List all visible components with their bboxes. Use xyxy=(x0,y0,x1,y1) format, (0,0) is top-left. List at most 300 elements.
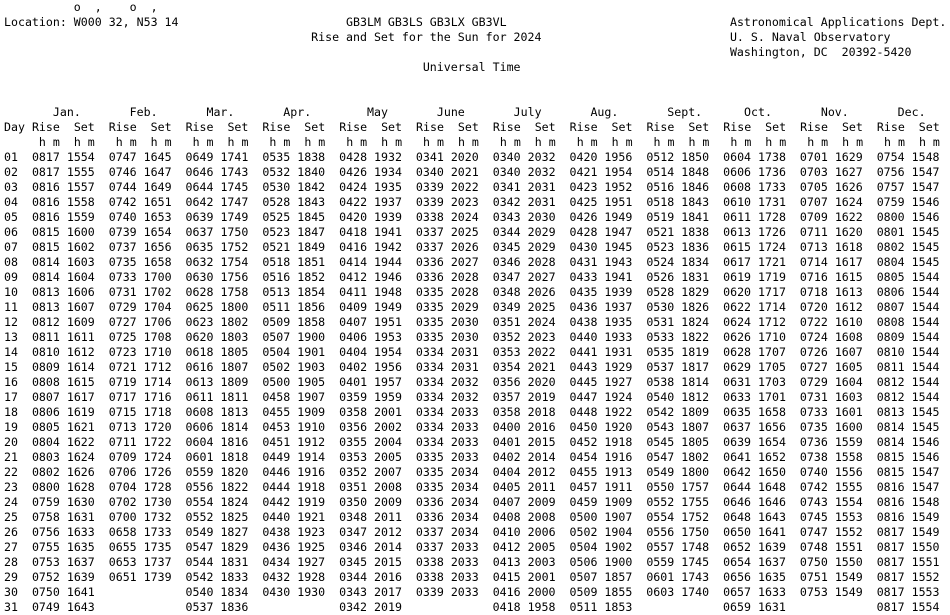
set-time: 1550 xyxy=(834,555,863,569)
set-time: 1805 xyxy=(681,435,710,449)
set-time: 1931 xyxy=(604,345,633,359)
rise-time: 0635 xyxy=(185,240,214,254)
set-time: 1733 xyxy=(758,180,786,194)
rise-time: 0336 xyxy=(415,255,444,269)
set-time: 1945 xyxy=(604,240,633,254)
day-number: 24 xyxy=(4,495,18,509)
rise-time: 0610 xyxy=(723,195,752,209)
set-time: 1930 xyxy=(297,585,326,599)
set-time: 1645 xyxy=(143,150,172,164)
rise-time: 0405 xyxy=(492,480,521,494)
rise-time: 0334 xyxy=(415,360,444,374)
rise-time: 0423 xyxy=(569,180,598,194)
set-time: 1604 xyxy=(66,270,95,284)
set-header: Set xyxy=(381,120,403,134)
set-time: 2025 xyxy=(450,225,479,239)
rise-time: 0700 xyxy=(108,510,137,524)
rise-time: 0530 xyxy=(262,180,291,194)
set-time: 1843 xyxy=(681,195,710,209)
rise-time: 0725 xyxy=(108,330,137,344)
set-time: 1843 xyxy=(297,195,326,209)
set-time: 2008 xyxy=(527,510,556,524)
set-time: 1904 xyxy=(604,525,633,539)
units-label: h m xyxy=(807,135,829,149)
set-time: 1803 xyxy=(220,330,249,344)
set-time: 1631 xyxy=(66,510,95,524)
rise-time: 0436 xyxy=(569,300,598,314)
day-number: 23 xyxy=(4,480,18,494)
rise-time: 0443 xyxy=(569,360,598,374)
rise-time: 0642 xyxy=(185,195,214,209)
units-label: h m xyxy=(611,135,633,149)
rise-time: 0733 xyxy=(108,270,137,284)
set-time: 1731 xyxy=(758,195,786,209)
rise-time: 0444 xyxy=(262,480,291,494)
rise-time: 0528 xyxy=(262,195,291,209)
set-time: 2033 xyxy=(450,555,479,569)
set-time: 1553 xyxy=(834,510,863,524)
rise-time: 0807 xyxy=(31,390,60,404)
set-time: 2032 xyxy=(450,375,479,389)
set-time: 2030 xyxy=(527,210,556,224)
set-time: 1914 xyxy=(297,450,326,464)
rise-time: 0354 xyxy=(492,360,521,374)
rise-time: 0642 xyxy=(723,465,752,479)
set-time: 2032 xyxy=(527,165,556,179)
set-time: 1941 xyxy=(604,270,633,284)
rise-time: 0709 xyxy=(799,210,828,224)
set-time: 1907 xyxy=(297,390,326,404)
time-basis: Universal Time xyxy=(422,60,521,74)
set-time: 1551 xyxy=(911,555,940,569)
rise-time: 0654 xyxy=(723,555,752,569)
rise-time: 0441 xyxy=(569,345,598,359)
set-time: 1912 xyxy=(297,435,326,449)
set-time: 2021 xyxy=(527,360,556,374)
rise-time: 0408 xyxy=(492,510,521,524)
set-time: 1920 xyxy=(604,420,633,434)
set-time: 1707 xyxy=(758,345,786,359)
units-label: h m xyxy=(346,135,368,149)
set-time: 1724 xyxy=(758,240,786,254)
rise-time: 0808 xyxy=(876,315,905,329)
set-header: Set xyxy=(765,120,787,134)
units-label: h m xyxy=(192,135,214,149)
set-time: 1905 xyxy=(297,375,326,389)
rise-time: 0711 xyxy=(108,435,137,449)
set-time: 1911 xyxy=(604,480,633,494)
set-time: 2033 xyxy=(450,405,479,419)
set-time: 1641 xyxy=(66,585,95,599)
rise-time: 0335 xyxy=(415,480,444,494)
set-time: 1552 xyxy=(911,570,940,584)
set-time: 1750 xyxy=(220,225,249,239)
rise-time: 0549 xyxy=(646,465,675,479)
rise-time: 0404 xyxy=(492,465,521,479)
set-time: 1824 xyxy=(220,495,249,509)
set-time: 1615 xyxy=(834,270,863,284)
set-time: 1856 xyxy=(297,300,326,314)
rise-time: 0817 xyxy=(876,585,905,599)
set-time: 1921 xyxy=(297,510,326,524)
units-label: h m xyxy=(304,135,326,149)
set-time: 1840 xyxy=(297,165,326,179)
rise-time: 0345 xyxy=(339,555,368,569)
rise-time: 0703 xyxy=(799,165,828,179)
rise-time: 0809 xyxy=(876,330,905,344)
rise-time: 0455 xyxy=(262,405,291,419)
rise-time: 0458 xyxy=(262,390,291,404)
set-time: 1710 xyxy=(758,330,786,344)
set-time: 2026 xyxy=(527,285,556,299)
rise-time: 0455 xyxy=(569,465,598,479)
set-time: 1726 xyxy=(758,225,786,239)
rise-time: 0745 xyxy=(799,510,828,524)
rise-time: 0339 xyxy=(415,195,444,209)
rise-time: 0814 xyxy=(31,270,60,284)
units-label: h m xyxy=(499,135,521,149)
set-time: 1719 xyxy=(758,270,786,284)
rise-time: 0438 xyxy=(262,525,291,539)
rise-time: 0336 xyxy=(415,270,444,284)
rise-time: 0406 xyxy=(339,330,368,344)
set-time: 1658 xyxy=(143,255,172,269)
rise-time: 0335 xyxy=(415,285,444,299)
set-time: 2018 xyxy=(527,405,556,419)
rise-time: 0525 xyxy=(262,210,291,224)
rise-time: 0617 xyxy=(723,255,752,269)
set-time: 1639 xyxy=(66,570,95,584)
set-time: 1554 xyxy=(911,600,940,614)
set-time: 1942 xyxy=(374,240,402,254)
rise-time: 0648 xyxy=(723,510,752,524)
rise-time: 0624 xyxy=(723,315,752,329)
rise-time: 0622 xyxy=(723,300,752,314)
address: Washington, DC 20392-5420 xyxy=(729,45,912,59)
rise-time: 0334 xyxy=(415,390,444,404)
set-time: 1901 xyxy=(297,345,326,359)
set-header: Set xyxy=(227,120,249,134)
set-time: 1544 xyxy=(911,300,940,314)
rise-time: 0440 xyxy=(262,510,291,524)
set-time: 2015 xyxy=(527,435,556,449)
rise-time: 0432 xyxy=(262,570,291,584)
set-time: 2009 xyxy=(374,495,402,509)
rise-time: 0547 xyxy=(646,450,675,464)
set-time: 2014 xyxy=(527,450,556,464)
set-time: 1831 xyxy=(681,270,710,284)
set-time: 1610 xyxy=(834,315,863,329)
rise-time: 0506 xyxy=(569,555,598,569)
rise-time: 0755 xyxy=(31,540,60,554)
rise-time: 0504 xyxy=(262,345,291,359)
report-text xyxy=(4,0,946,615)
set-time: 1928 xyxy=(297,570,326,584)
rise-time: 0547 xyxy=(185,540,214,554)
set-time: 1701 xyxy=(758,390,786,404)
set-time: 2002 xyxy=(374,420,402,434)
rise-time: 0709 xyxy=(108,450,137,464)
rise-time: 0436 xyxy=(262,540,291,554)
set-time: 2030 xyxy=(450,315,479,329)
set-time: 1851 xyxy=(297,255,326,269)
set-time: 1918 xyxy=(604,435,633,449)
rise-time: 0749 xyxy=(31,600,60,614)
set-time: 1800 xyxy=(220,300,249,314)
rise-time: 0409 xyxy=(339,300,368,314)
rise-time: 0735 xyxy=(108,255,137,269)
set-time: 2003 xyxy=(527,555,556,569)
set-time: 1728 xyxy=(143,480,172,494)
rise-time: 0817 xyxy=(31,150,60,164)
set-time: 2020 xyxy=(450,150,479,164)
set-time: 1614 xyxy=(66,360,95,374)
rise-time: 0334 xyxy=(415,405,444,419)
rise-time: 0559 xyxy=(185,465,214,479)
rise-time: 0738 xyxy=(799,450,828,464)
rise-time: 0434 xyxy=(262,555,291,569)
set-time: 1619 xyxy=(66,405,95,419)
rise-time: 0502 xyxy=(262,360,291,374)
set-time: 1656 xyxy=(143,240,172,254)
set-time: 1929 xyxy=(604,360,633,374)
set-time: 1802 xyxy=(681,450,710,464)
rise-time: 0556 xyxy=(185,480,214,494)
set-time: 1559 xyxy=(66,210,95,224)
rise-time: 0457 xyxy=(569,480,598,494)
set-time: 1720 xyxy=(143,420,172,434)
rise-time: 0411 xyxy=(339,285,368,299)
set-time: 1654 xyxy=(143,225,172,239)
set-time: 1547 xyxy=(911,180,940,194)
location: Location: W000 32, N53 14 xyxy=(4,15,179,29)
set-time: 1545 xyxy=(911,240,940,254)
rise-time: 0731 xyxy=(108,285,137,299)
set-time: 2029 xyxy=(450,300,479,314)
rise-time: 0337 xyxy=(415,240,444,254)
set-time: 2015 xyxy=(374,555,402,569)
set-time: 1635 xyxy=(758,570,786,584)
rise-time: 0335 xyxy=(415,315,444,329)
rise-time: 0348 xyxy=(492,285,521,299)
set-time: 1549 xyxy=(834,585,863,599)
set-time: 1845 xyxy=(297,210,326,224)
set-time: 1733 xyxy=(143,525,172,539)
set-time: 1818 xyxy=(220,450,249,464)
rise-time: 0426 xyxy=(339,165,368,179)
rise-time: 0424 xyxy=(339,180,368,194)
rise-time: 0814 xyxy=(876,435,905,449)
set-time: 1745 xyxy=(220,180,249,194)
set-time: 1732 xyxy=(143,510,172,524)
rise-time: 0646 xyxy=(723,495,752,509)
rise-time: 0742 xyxy=(799,480,828,494)
day-number: 10 xyxy=(4,285,18,299)
set-time: 1621 xyxy=(66,420,95,434)
rise-time: 0524 xyxy=(646,255,675,269)
rise-time: 0440 xyxy=(569,330,598,344)
set-time: 1612 xyxy=(834,300,863,314)
set-time: 1648 xyxy=(758,480,786,494)
rise-time: 0335 xyxy=(415,330,444,344)
rise-time: 0751 xyxy=(799,570,828,584)
rise-time: 0339 xyxy=(415,585,444,599)
rise-time: 0355 xyxy=(339,435,368,449)
rise-time: 0613 xyxy=(185,375,214,389)
rise-time: 0352 xyxy=(339,465,368,479)
rise-time: 0554 xyxy=(185,495,214,509)
set-time: 2034 xyxy=(450,510,479,524)
set-time: 1704 xyxy=(143,300,172,314)
set-time: 2017 xyxy=(374,585,402,599)
set-time: 1824 xyxy=(681,315,710,329)
set-time: 1855 xyxy=(604,585,633,599)
set-time: 1736 xyxy=(758,165,786,179)
set-time: 1833 xyxy=(220,570,249,584)
set-time: 2005 xyxy=(374,450,402,464)
rise-time: 0754 xyxy=(876,150,905,164)
rise-time: 0753 xyxy=(31,555,60,569)
rise-time: 0540 xyxy=(646,390,675,404)
rise-time: 0452 xyxy=(569,435,598,449)
rise-time: 0339 xyxy=(415,180,444,194)
set-time: 1747 xyxy=(220,195,249,209)
rise-time: 0337 xyxy=(415,540,444,554)
rise-time: 0808 xyxy=(31,375,60,389)
month-label: Oct. xyxy=(744,105,772,119)
set-time: 1913 xyxy=(604,465,633,479)
rise-time: 0637 xyxy=(723,420,752,434)
rise-time: 0450 xyxy=(569,420,598,434)
rise-time: 0813 xyxy=(31,285,60,299)
rise-time: 0618 xyxy=(185,345,214,359)
units-label: h m xyxy=(730,135,752,149)
set-time: 1549 xyxy=(911,525,940,539)
rise-time: 0358 xyxy=(339,405,368,419)
set-time: 1650 xyxy=(758,465,786,479)
rise-time: 0451 xyxy=(262,435,291,449)
rise-time: 0810 xyxy=(31,345,60,359)
set-time: 1939 xyxy=(374,210,402,224)
set-time: 1951 xyxy=(604,195,633,209)
rise-time: 0658 xyxy=(108,525,137,539)
set-time: 1814 xyxy=(220,420,249,434)
units-label: h m xyxy=(115,135,137,149)
set-time: 1819 xyxy=(681,345,710,359)
rise-time: 0714 xyxy=(799,255,828,269)
rise-time: 0336 xyxy=(415,510,444,524)
rise-time: 0628 xyxy=(723,345,752,359)
set-time: 1700 xyxy=(143,270,172,284)
rise-time: 0608 xyxy=(185,405,214,419)
set-time: 2031 xyxy=(450,360,479,374)
day-number: 25 xyxy=(4,510,18,524)
units-label: h m xyxy=(918,135,940,149)
rise-time: 0655 xyxy=(108,540,137,554)
set-time: 2019 xyxy=(374,600,402,614)
set-time: 1854 xyxy=(297,285,326,299)
set-header: Set xyxy=(918,120,940,134)
rise-header: Rise xyxy=(723,120,752,134)
rise-time: 0639 xyxy=(723,435,752,449)
rise-time: 0353 xyxy=(492,345,521,359)
set-time: 1956 xyxy=(604,150,633,164)
rise-time: 0356 xyxy=(339,420,368,434)
set-time: 1735 xyxy=(143,540,172,554)
rise-time: 0706 xyxy=(108,465,137,479)
set-time: 1556 xyxy=(834,465,863,479)
rise-time: 0816 xyxy=(31,180,60,194)
rise-time: 0518 xyxy=(646,195,675,209)
rise-time: 0814 xyxy=(876,420,905,434)
rise-time: 0334 xyxy=(415,345,444,359)
rise-time: 0413 xyxy=(492,555,521,569)
day-number: 31 xyxy=(4,600,18,614)
month-label: Feb. xyxy=(129,105,158,119)
set-time: 1933 xyxy=(604,330,633,344)
rise-time: 0502 xyxy=(569,525,598,539)
rise-time: 0516 xyxy=(262,270,291,284)
set-time: 1816 xyxy=(220,435,249,449)
set-time: 1754 xyxy=(220,255,249,269)
set-time: 2012 xyxy=(527,465,556,479)
rise-time: 0540 xyxy=(185,585,214,599)
set-time: 1721 xyxy=(758,255,786,269)
set-time: 1722 xyxy=(143,435,172,449)
set-header: Set xyxy=(611,120,633,134)
rise-time: 0401 xyxy=(339,375,368,389)
set-time: 1749 xyxy=(220,210,249,224)
set-time: 1927 xyxy=(297,555,326,569)
set-time: 1850 xyxy=(681,150,710,164)
set-time: 1836 xyxy=(220,600,249,614)
set-time: 2028 xyxy=(450,285,479,299)
rise-header: Rise xyxy=(876,120,905,134)
set-time: 2027 xyxy=(450,255,479,269)
set-time: 1546 xyxy=(911,450,940,464)
set-header: Set xyxy=(150,120,172,134)
rise-header: Rise xyxy=(262,120,291,134)
rise-time: 0337 xyxy=(415,225,444,239)
rise-time: 0804 xyxy=(31,435,60,449)
day-number: 07 xyxy=(4,240,18,254)
rise-time: 0343 xyxy=(492,210,521,224)
rise-time: 0459 xyxy=(569,495,598,509)
day-header: Day xyxy=(4,120,25,134)
rise-time: 0817 xyxy=(876,525,905,539)
rise-time: 0727 xyxy=(108,315,137,329)
rise-time: 0743 xyxy=(799,495,828,509)
rise-time: 0800 xyxy=(31,480,60,494)
rise-time: 0552 xyxy=(185,510,214,524)
day-number: 12 xyxy=(4,315,18,329)
set-time: 1755 xyxy=(681,495,710,509)
rise-time: 0357 xyxy=(492,390,521,404)
month-label: Nov. xyxy=(820,105,849,119)
set-time: 1849 xyxy=(297,240,326,254)
set-time: 1608 xyxy=(834,330,863,344)
rise-time: 0802 xyxy=(876,240,905,254)
set-time: 2021 xyxy=(450,165,479,179)
rise-time: 0639 xyxy=(185,210,214,224)
rise-time: 0633 xyxy=(723,390,752,404)
day-number: 18 xyxy=(4,405,18,419)
set-time: 2034 xyxy=(450,525,479,539)
rise-time: 0806 xyxy=(876,285,905,299)
set-time: 1633 xyxy=(66,525,95,539)
rise-time: 0559 xyxy=(646,555,675,569)
rise-time: 0346 xyxy=(492,255,521,269)
